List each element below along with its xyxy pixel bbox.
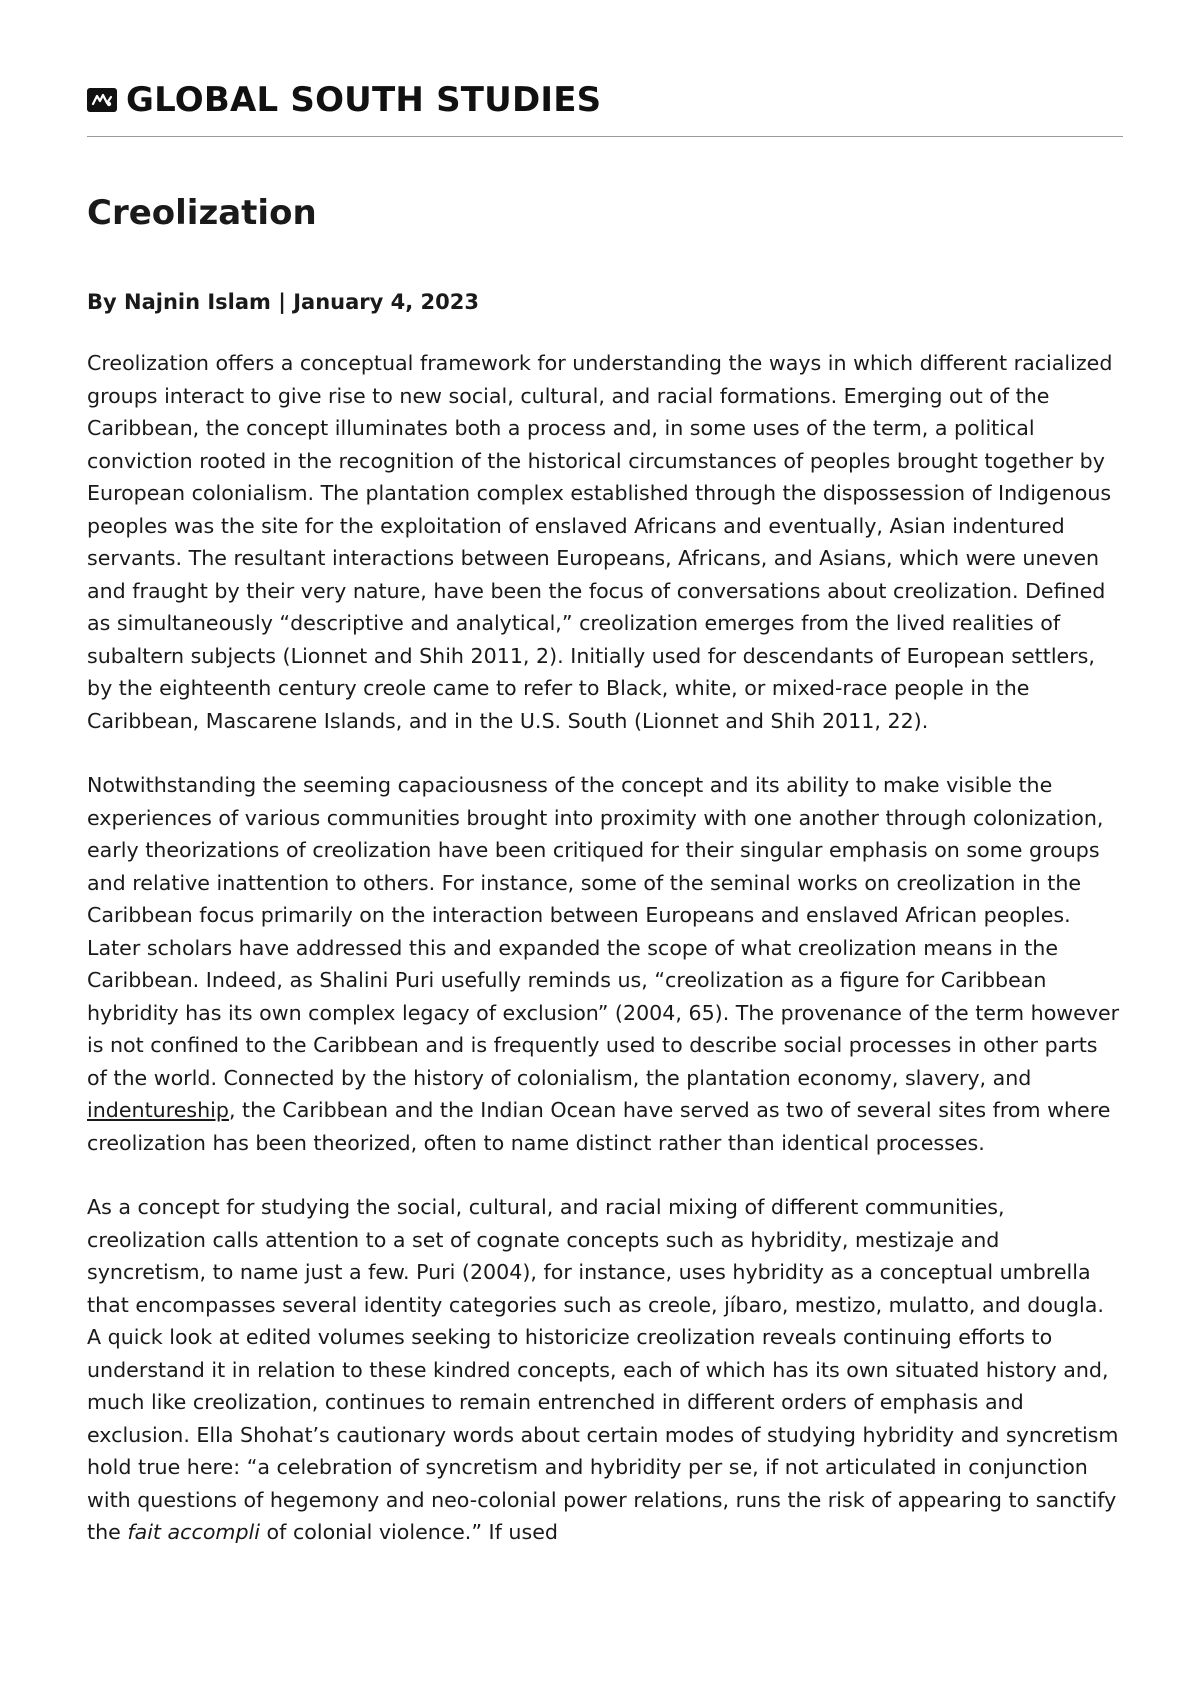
paragraph-3 [87, 1191, 1123, 1549]
article-body [87, 347, 1123, 1581]
indentureship-link[interactable]: indentureship [87, 1098, 229, 1122]
site-logo[interactable] [87, 80, 1123, 120]
article-byline: By Najnin Islam | January 4, 2023 [87, 290, 479, 314]
paragraph-2-text-a: Notwithstanding the seeming capaciousness of the concept and its ability to make visible the experiences of various communities brought into proximity with one another through colonization, early theorizations of creolization have been critiqued for their singular emphasis on some groups and relative inattention to others. For instance, some of the seminal works on creolization in the Caribbean focus primarily on the interaction between Europeans and enslaved African peoples. Later scholars have addressed this and expanded the scope of what creolization means in the Caribbean. Indeed, as Shalini Puri usefully reminds us, “creolization as a figure for Caribbean hybridity has its own complex legacy of exclusion” (2004, 65). The provenance of the term however is not confined to the Caribbean and is frequently used to describe social processes in other parts of the world. Connected by the history of colonialism, the plantation economy, slavery, and [87, 773, 1120, 1090]
paragraph-3-text-b: of colonial violence.” If used [260, 1520, 558, 1544]
gss-logo-icon [87, 88, 117, 112]
paragraph-3-text-a: As a concept for studying the social, cultural, and racial mixing of different communities, creolization calls attention to a set of cognate concepts such as hybridity, mestizaje and syncretism, to name just a few. Puri (2004), for instance, uses hybridity as a conceptual umbrella that encompasses several identity categories such as creole, jíbaro, mestizo, mulatto, and dougla. A quick look at edited volumes seeking to historicize creolization reveals continuing efforts to understand it in relation to these kindred concepts, each of which has its own situated history and, much like creolization, continues to remain entrenched in different orders of emphasis and exclusion. Ella Shohat’s cautionary words about certain modes of studying hybridity and syncretism hold true here: “a celebration of syncretism and hybridity per se, if not articulated in conjunction with questions of hegemony and neo-colonial power relations, runs the risk of appearing to sanctify the [87, 1195, 1119, 1544]
fait-accompli-italic: fait accompli [127, 1520, 260, 1544]
article-title: Creolization [87, 193, 317, 233]
site-name: GLOBAL SOUTH STUDIES [126, 80, 602, 120]
masthead [87, 80, 1123, 137]
paragraph-2-text-b: , the Caribbean and the Indian Ocean have served as two of several sites from where creolization has been theorized, often to name distinct rather than identical processes. [87, 1098, 1111, 1155]
paragraph-1: Creolization offers a conceptual framework for understanding the ways in which different racialized groups interact to give rise to new social, cultural, and racial formations. Emerging out of the Caribbean, the concept illuminates both a process and, in some uses of the term, a political conviction rooted in the recognition of the historical circumstances of peoples brought together by European colonialism. The plantation complex established through the dispossession of Indigenous peoples was the site for the exploitation of enslaved Africans and eventually, Asian indentured servants. The resultant interactions between Europeans, Africans, and Asians, which were uneven and fraught by their very nature, have been the focus of conversations about creolization. Defined as simultaneously “descriptive and analytical,” creolization emerges from the lived realities of subaltern subjects (Lionnet and Shih 2011, 2). Initially used for descendants of European settlers, by the eighteenth century creole came to refer to Black, white, or mixed-race people in the Caribbean, Mascarene Islands, and in the U.S. South (Lionnet and Shih 2011, 22). [87, 351, 1113, 733]
paragraph-2 [87, 769, 1123, 1159]
